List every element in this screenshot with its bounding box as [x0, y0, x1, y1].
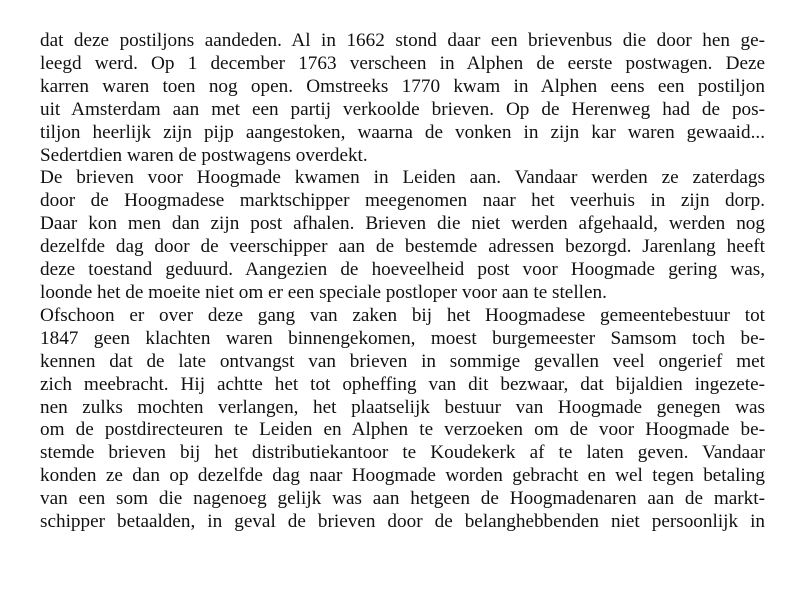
text-line: karren waren toen nog open. Omstreeks 1770 kwam in Alphen eens een postiljon	[40, 75, 765, 97]
text-line: deze toestand geduurd. Aangezien de hoeveelheid post voor Hoogmade gering was,	[40, 259, 765, 281]
text-line: stemde brieven bij het distributiekantoor te Koudekerk af te laten geven. Vandaar	[40, 442, 765, 464]
text-line: schipper betaalden, in geval de brieven door de belanghebbenden niet persoonlijk in	[40, 511, 765, 533]
document-page	[40, 30, 765, 534]
text-line: Sedertdien waren de postwagens overdekt.	[40, 144, 368, 166]
text-line: dat deze postiljons aandeden. Al in 1662 stond daar een brievenbus die door hen ge-	[40, 30, 765, 51]
text-line: nen zulks mochten verlangen, het plaatselijk bestuur van Hoogmade genegen was	[40, 396, 765, 418]
text-line: door de Hoogmadese marktschipper meegenomen naar het veerhuis in zijn dorp.	[40, 190, 765, 212]
text-line: om de postdirecteuren te Leiden en Alphen te verzoeken om de voor Hoogmade be-	[40, 419, 765, 441]
text-line: loonde het de moeite niet om er een speciale postloper voor aan te stellen.	[40, 281, 607, 303]
text-line: konden ze dan op dezelfde dag naar Hoogmade worden gebracht en wel tegen betaling	[40, 465, 765, 487]
text-line: 1847 geen klachten waren binnengekomen, moest burgemeester Samsom toch be-	[40, 327, 765, 349]
text-line: zich meebracht. Hij achtte het tot opheffing van dit bezwaar, dat bijaldien ingezete-	[40, 373, 765, 395]
text-line: dezelfde dag door de veerschipper aan de bestemde adressen bezorgd. Jarenlang heeft	[40, 236, 765, 258]
text-line: van een som die nagenoeg gelijk was aan hetgeen de Hoogmadenaren aan de markt-	[40, 488, 765, 510]
text-line: uit Amsterdam aan met een partij verkoolde brieven. Op de Herenweg had de pos-	[40, 98, 765, 120]
text-line: kennen dat de late ontvangst van brieven in sommige gevallen veel ongerief met	[40, 350, 765, 372]
text-line: tiljon heerlijk zijn pijp aangestoken, waarna de vonken in zijn kar waren gewaaid...	[40, 121, 765, 143]
text-line: leegd werd. Op 1 december 1763 verscheen in Alphen de eerste postwagen. Deze	[40, 52, 765, 74]
text-line: Daar kon men dan zijn post afhalen. Brieven die niet werden afgehaald, werden nog	[40, 213, 765, 235]
text-line: Ofschoon er over deze gang van zaken bij het Hoogmadese gemeentebestuur tot	[40, 304, 765, 326]
text-line: De brieven voor Hoogmade kwamen in Leiden aan. Vandaar werden ze zaterdags	[40, 167, 765, 189]
